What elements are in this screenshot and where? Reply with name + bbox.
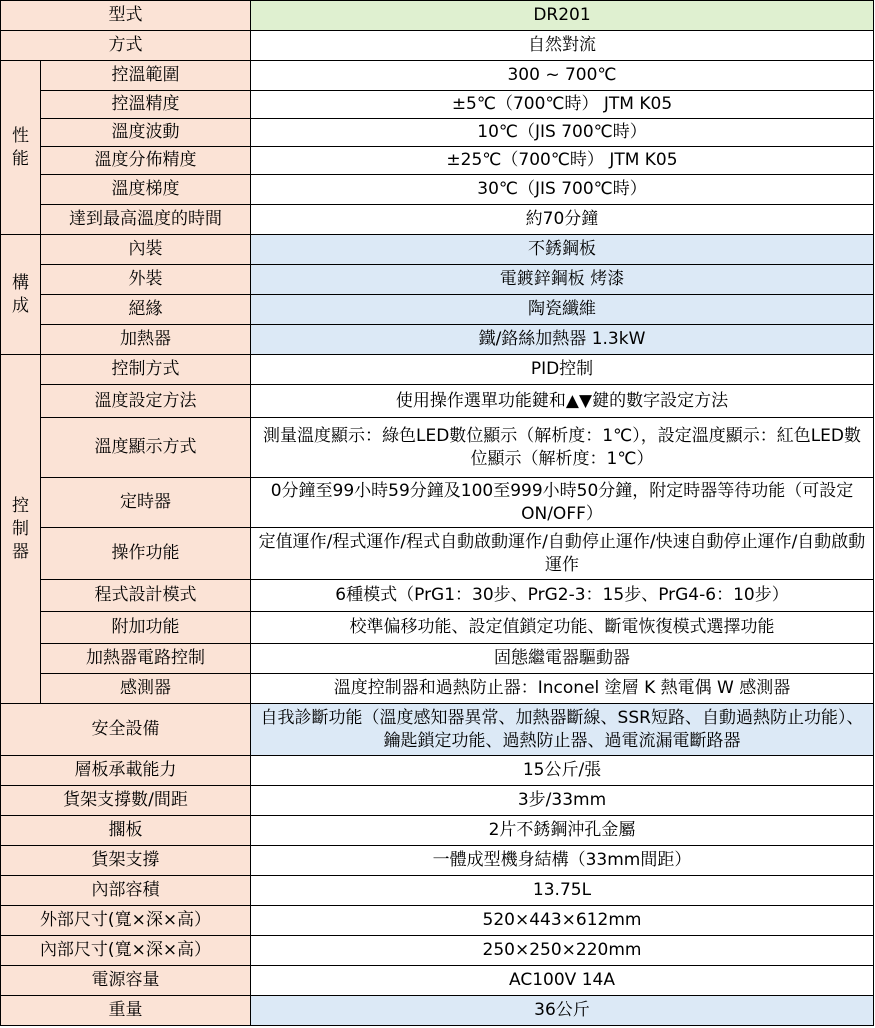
group-char: 成	[12, 295, 29, 316]
row-label: 層板承載能力	[1, 756, 251, 786]
row-label: 控溫精度	[41, 91, 251, 119]
table-row	[1, 147, 874, 175]
row-label: 溫度設定方法	[41, 385, 251, 418]
group-label-construction	[1, 235, 41, 355]
row-value: 30℃（JIS 700℃時）	[251, 175, 874, 205]
table-row	[1, 61, 874, 91]
table-row	[1, 966, 874, 996]
table-row	[1, 644, 874, 674]
row-label: 外部尺寸(寬×深×高）	[1, 906, 251, 936]
table-row	[1, 816, 874, 846]
group-label-performance	[1, 61, 41, 235]
row-value: 不銹鋼板	[251, 235, 874, 265]
row-label: 控溫範圍	[41, 61, 251, 91]
row-value: ±5℃（700℃時） JTM K05	[251, 91, 874, 119]
row-label: 擱板	[1, 816, 251, 846]
row-value: 6種模式（PrG1：30步、PrG2-3：15步、PrG4-6：10步）	[251, 580, 874, 612]
row-label: 絕緣	[41, 295, 251, 325]
table-row	[1, 756, 874, 786]
row-value: 520×443×612mm	[251, 906, 874, 936]
row-value: 電鍍鋅鋼板 烤漆	[251, 265, 874, 295]
row-label: 加熱器電路控制	[41, 644, 251, 674]
group-char: 控	[12, 495, 29, 516]
row-value: 校準偏移功能、設定值鎖定功能、斷電恢復模式選擇功能	[251, 612, 874, 644]
group-char: 構	[12, 272, 29, 293]
table-row	[1, 205, 874, 235]
row-value: 3步/33mm	[251, 786, 874, 816]
row-label: 貨架支撐	[1, 846, 251, 876]
row-label: 安全設備	[1, 704, 251, 756]
table-row	[1, 325, 874, 355]
row-label: 溫度顯示方式	[41, 418, 251, 478]
table-row	[1, 936, 874, 966]
row-value: 使用操作選單功能鍵和▲▼鍵的數字設定方法	[251, 385, 874, 418]
row-value: 300 ~ 700℃	[251, 61, 874, 91]
row-value: 定值運作/程式運作/程式自動啟動運作/自動停止運作/快速自動停止運作/自動啟動運作	[251, 528, 874, 580]
row-value: 測量溫度顯示：綠色LED數位顯示（解析度：1℃），設定溫度顯示：紅色LED數位顯示（解析度：1℃）	[251, 418, 874, 478]
row-value: 鐵/鉻絲加熱器 1.3kW	[251, 325, 874, 355]
table-row	[1, 876, 874, 906]
table-row	[1, 355, 874, 385]
row-label: 電源容量	[1, 966, 251, 996]
table-row	[1, 235, 874, 265]
row-value: ±25℃（700℃時） JTM K05	[251, 147, 874, 175]
table-row	[1, 612, 874, 644]
table-row	[1, 478, 874, 528]
table-row	[1, 385, 874, 418]
row-value: 約70分鐘	[251, 205, 874, 235]
row-label: 附加功能	[41, 612, 251, 644]
row-label: 型式	[1, 1, 251, 31]
row-value: AC100V 14A	[251, 966, 874, 996]
table-row	[1, 580, 874, 612]
row-value: DR201	[251, 1, 874, 31]
group-char: 能	[12, 148, 29, 169]
row-label: 溫度分佈精度	[41, 147, 251, 175]
table-row	[1, 418, 874, 478]
table-row	[1, 996, 874, 1026]
row-value: 固態繼電器驅動器	[251, 644, 874, 674]
row-label: 重量	[1, 996, 251, 1026]
row-label: 外裝	[41, 265, 251, 295]
row-label: 達到最高溫度的時間	[41, 205, 251, 235]
row-label: 溫度梯度	[41, 175, 251, 205]
row-value: 自然對流	[251, 31, 874, 61]
row-label: 加熱器	[41, 325, 251, 355]
table-row	[1, 1, 874, 31]
row-value: 15公斤/張	[251, 756, 874, 786]
row-label: 溫度波動	[41, 119, 251, 147]
table-row	[1, 265, 874, 295]
group-char: 器	[12, 541, 29, 562]
table-row	[1, 786, 874, 816]
row-label: 控制方式	[41, 355, 251, 385]
group-char: 性	[12, 125, 29, 146]
table-row	[1, 906, 874, 936]
row-label: 程式設計模式	[41, 580, 251, 612]
row-value: 36公斤	[251, 996, 874, 1026]
table-row	[1, 528, 874, 580]
table-row	[1, 704, 874, 756]
row-value: 一體成型機身結構（33mm間距）	[251, 846, 874, 876]
table-row	[1, 674, 874, 704]
row-value: PID控制	[251, 355, 874, 385]
row-label: 貨架支撐數/間距	[1, 786, 251, 816]
table-row	[1, 846, 874, 876]
table-row	[1, 119, 874, 147]
row-value: 溫度控制器和過熱防止器：Inconel 塗層 K 熱電偶 W 感測器	[251, 674, 874, 704]
row-value: 13.75L	[251, 876, 874, 906]
table-row	[1, 175, 874, 205]
row-label: 內部容積	[1, 876, 251, 906]
row-value: 0分鐘至99小時59分鐘及100至999小時50分鐘，附定時器等待功能（可設定ON/OFF）	[251, 478, 874, 528]
group-char: 制	[12, 518, 29, 539]
row-label: 內裝	[41, 235, 251, 265]
row-label: 內部尺寸(寬×深×高）	[1, 936, 251, 966]
row-value: 250×250×220mm	[251, 936, 874, 966]
row-label: 感測器	[41, 674, 251, 704]
row-value: 2片不銹鋼沖孔金屬	[251, 816, 874, 846]
table-row	[1, 31, 874, 61]
row-label: 方式	[1, 31, 251, 61]
row-value: 自我診斷功能（溫度感知器異常、加熱器斷線、SSR短路、自動過熱防止功能）、鑰匙鎖定功能、過熱防止器、過電流漏電斷路器	[251, 704, 874, 756]
row-value: 陶瓷纖維	[251, 295, 874, 325]
group-label-controller	[1, 355, 41, 704]
row-value: 10℃（JIS 700℃時）	[251, 119, 874, 147]
table-row	[1, 295, 874, 325]
row-label: 操作功能	[41, 528, 251, 580]
table-row	[1, 91, 874, 119]
row-label: 定時器	[41, 478, 251, 528]
